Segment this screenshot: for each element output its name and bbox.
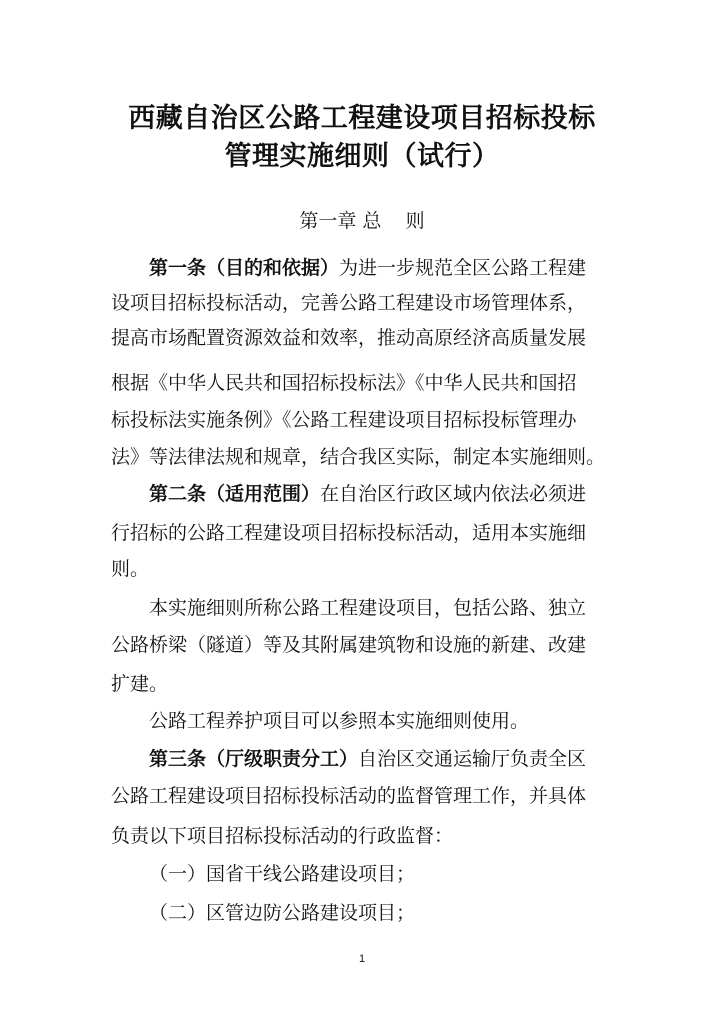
article-2-label: 第二条（适用范围） <box>149 483 321 505</box>
article-1-line: 设项目招标投标活动，完善公路工程建设市场管理体系， <box>111 292 587 314</box>
article-3-line: 负责以下项目招标投标活动的行政监督： <box>111 825 454 847</box>
article-2-line: 行招标的公路工程建设项目招标投标活动，适用本实施细 <box>111 522 587 544</box>
article-3-item-1: （一）国省干线公路建设项目； <box>149 863 416 885</box>
article-1-first-line <box>149 256 621 280</box>
article-2-first-line <box>149 482 621 506</box>
article-3-line: 公路工程建设项目招标投标活动的监督管理工作，并具体 <box>111 785 587 807</box>
article-1-line: 法》等法律法规和规章，结合我区实际，制定本实施细则。 <box>111 446 606 468</box>
article-3-text: 自治区交通运输厅负责全区 <box>358 748 587 770</box>
article-2-paragraph-3: 公路工程养护项目可以参照本实施细则使用。 <box>149 710 530 732</box>
article-2-paragraph-2-line: 本实施细则所称公路工程建设项目，包括公路、独立 <box>149 597 587 619</box>
document-title-line-2: 管理实施细则（试行） <box>224 141 500 172</box>
article-1-label: 第一条（目的和依据） <box>149 257 340 279</box>
article-1-line: 标投标法实施条例》《公路工程建设项目招标投标管理办 <box>111 409 577 431</box>
article-1-line: 提高市场配置资源效益和效率，推动高原经济高质量发展 <box>111 327 587 349</box>
article-1-text: 为进一步规范全区公路工程建 <box>339 257 587 279</box>
article-2-paragraph-2-line: 公路桥梁（隧道）等及其附属建筑物和设施的新建、改建 <box>111 634 587 656</box>
article-2-text: 在自治区行政区域内依法必须进 <box>320 483 587 505</box>
article-3-first-line <box>149 747 621 771</box>
page-number: 1 <box>358 953 366 965</box>
article-2-paragraph-2-line: 扩建。 <box>111 673 169 695</box>
article-3-item-2: （二）区管边防公路建设项目； <box>149 902 416 924</box>
article-3-label: 第三条（厅级职责分工） <box>149 748 359 770</box>
article-2-line: 则。 <box>111 558 150 580</box>
chapter-heading: 第一章 总 则 <box>299 210 425 232</box>
article-1-line: 根据《中华人民共和国招标投标法》《中华人民共和国招 <box>111 372 577 394</box>
document-title-line-1: 西藏自治区公路工程建设项目招标投标 <box>128 103 596 134</box>
